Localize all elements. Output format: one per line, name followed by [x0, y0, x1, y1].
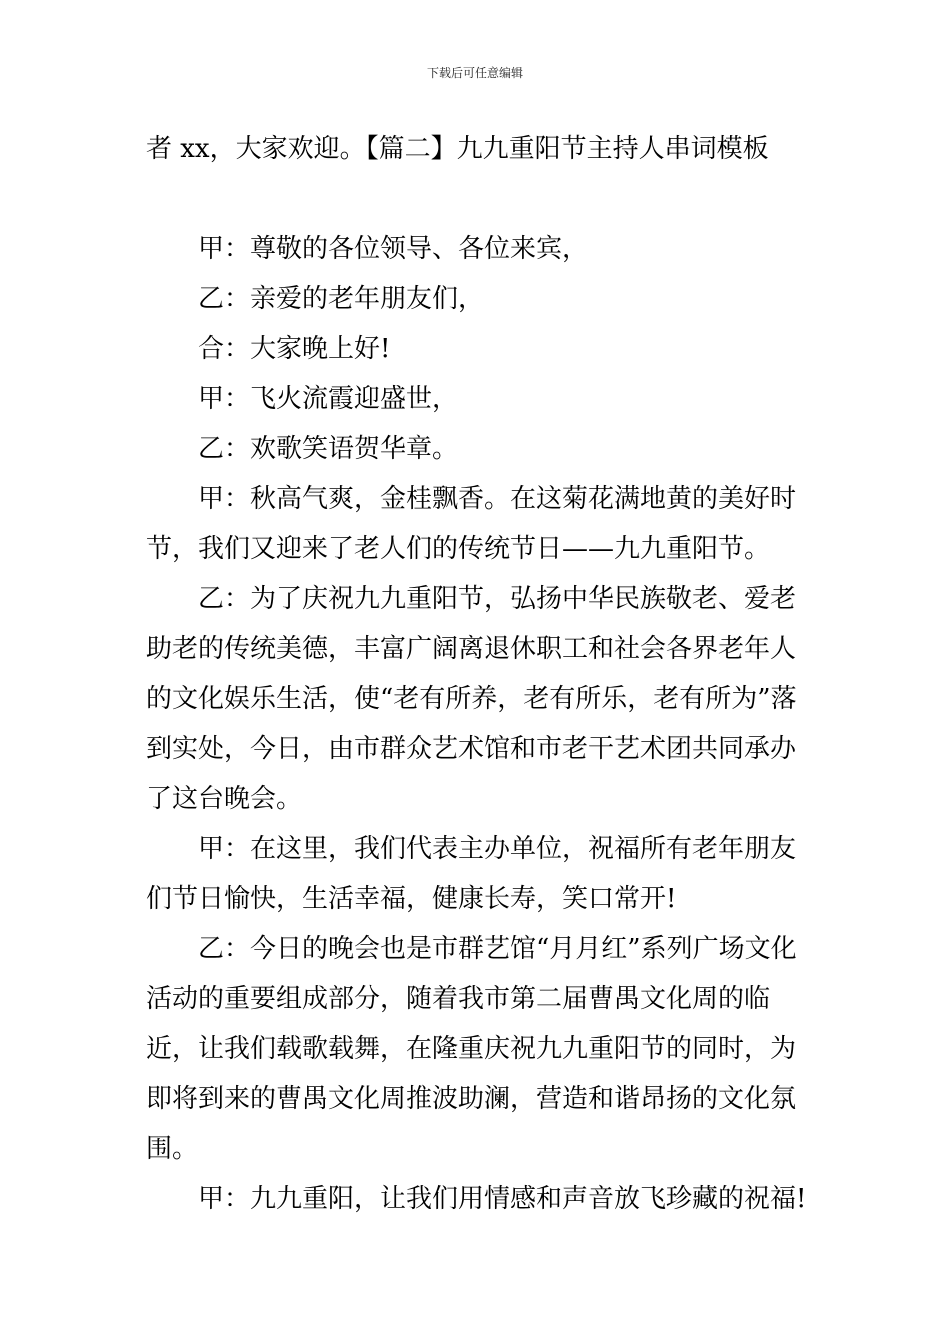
continued-line: 者 xx，大家欢迎。【篇二】九九重阳节主持人串词模板 — [146, 134, 769, 164]
paragraph-2: 乙：亲爱的老年朋友们， — [198, 284, 485, 314]
paragraph-3: 合：大家晚上好! — [198, 334, 391, 364]
paragraph-1: 甲：尊敬的各位领导、各位来宾， — [198, 234, 589, 264]
paragraph-7: 乙：为了庆祝九九重阳节，弘扬中华民族敬老、爱老助老的传统美德，丰富广阔离退休职工和社会各界老年人的文化娱乐生活，使“老有所养，老有所乐，老有所为”落到实处，今日，由市群众艺术馆和市老干艺术团共同承办了这台晚会。 — [146, 584, 797, 814]
paragraph-6: 甲：秋高气爽，金桂飘香。在这菊花满地黄的美好时节，我们又迎来了老人们的传统节日——九九重阳节。 — [146, 484, 797, 564]
paragraph-5: 乙：欢歌笑语贺华章。 — [198, 434, 459, 464]
paragraph-9: 乙：今日的晚会也是市群艺馆“月月红”系列广场文化活动的重要组成部分，随着我市第二届曹禺文化周的临近，让我们载歌载舞，在隆重庆祝九九重阳节的同时，为即将到来的曹禺文化周推波助澜，营造和谐昂扬的文化氛围。 — [146, 934, 797, 1164]
paragraph-8: 甲：在这里，我们代表主办单位，祝福所有老年朋友们节日愉快，生活幸福，健康长寿，笑口常开! — [146, 834, 797, 914]
page-header-note: 下载后可任意编辑 — [426, 66, 523, 80]
document-body — [146, 124, 816, 1224]
paragraph-10: 甲：九九重阳，让我们用情感和声音放飞珍藏的祝福! — [198, 1184, 807, 1214]
paragraph-4: 甲：飞火流霞迎盛世， — [198, 384, 459, 414]
